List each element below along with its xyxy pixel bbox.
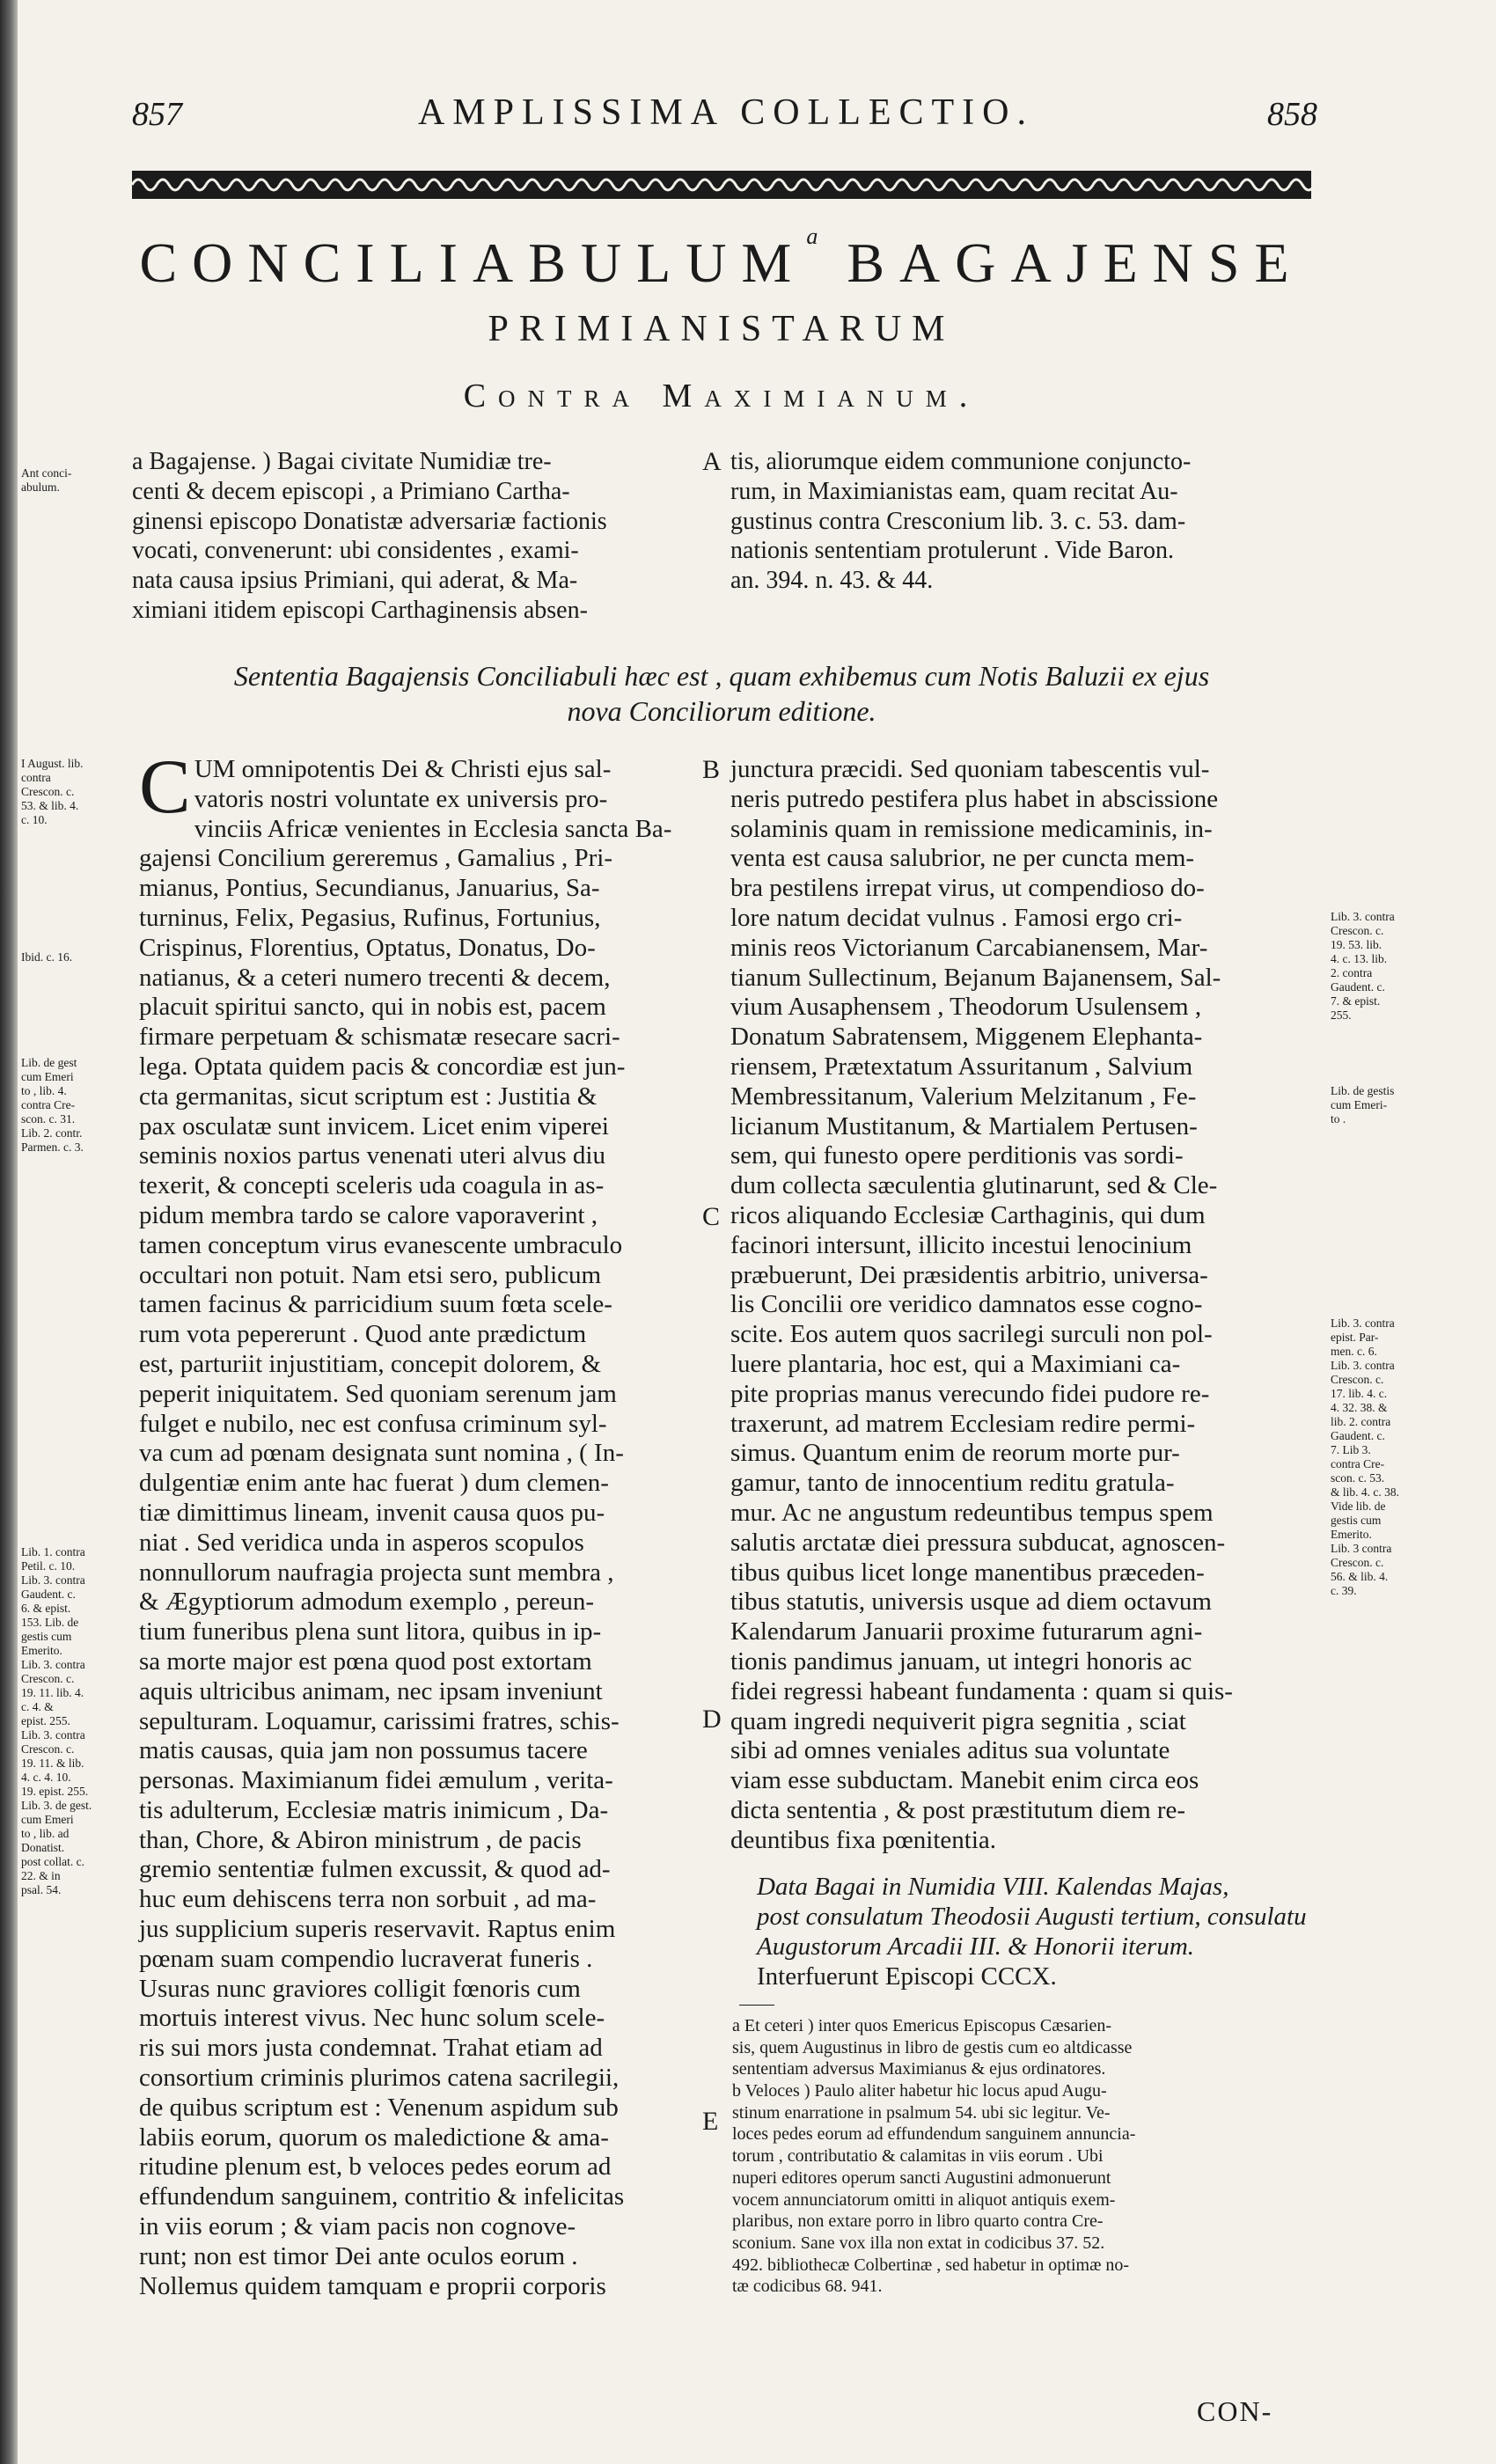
- body-line: mur. Ac ne angustum redeuntibus tempus spem: [730, 1498, 1214, 1527]
- intro-line: nata causa ipsius Primiani, qui aderat, & Ma-: [132, 567, 578, 595]
- body-line: runt; non est timor Dei ante oculos eorum .: [139, 2241, 578, 2270]
- margin-note-line: 56. & lib. 4.: [1331, 1570, 1389, 1583]
- margin-note-line: Crescon. c.: [21, 1672, 75, 1685]
- body-line: Kalendarum Januarii proxime futurarum agni-: [730, 1617, 1203, 1646]
- body-line: tis adulterum, Ecclesiæ matris inimicum , Da-: [139, 1795, 609, 1824]
- body-line: neris putredo pestifera plus habet in abscissione: [730, 784, 1219, 813]
- margin-note-left: [21, 757, 118, 827]
- footnote-line: b Veloces ) Paulo aliter habetur hic locus apud Augu-: [732, 2081, 1107, 2101]
- margin-note-line: epist. 255.: [21, 1714, 70, 1727]
- body-line: venta est causa salubrior, ne per cuncta mem-: [730, 844, 1195, 873]
- body-line: fidei regressi habeant fundamenta : quam si quis-: [730, 1676, 1233, 1705]
- margin-note-line: Crescon. c.: [1331, 1373, 1384, 1386]
- body-line: placuit spiritui sancto, qui in nobis est, pacem: [139, 993, 606, 1022]
- intro-note-left: [132, 447, 704, 626]
- date-line: post consulatum Theodosii Augusti tertium, consulatu: [757, 1902, 1307, 1931]
- margin-note-line: Ant conci-: [21, 466, 72, 480]
- margin-note-line: 22. & in: [21, 1869, 61, 1882]
- body-line: matis causas, quia jam non possumus tacere: [139, 1736, 588, 1765]
- catchword: CON-: [1197, 2395, 1273, 2427]
- footnote-rule: [739, 2005, 774, 2006]
- body-left-column: [139, 744, 702, 2300]
- body-line: niat . Sed veridica unda in asperos scopulos: [139, 1528, 584, 1557]
- body-line: licianum Mustitanum, & Martialem Pertusen-: [730, 1111, 1198, 1140]
- margin-note-line: 4. 32. 38. &: [1331, 1401, 1388, 1414]
- interfuerunt-line: Interfuerunt Episcopi CCCX.: [757, 1962, 1057, 1991]
- margin-note-line: cum Emeri: [21, 1813, 74, 1826]
- body-line: vium Ausaphensem , Theodorum Usulensem ,: [730, 993, 1202, 1022]
- margin-note-line: 19. 53. lib.: [1331, 938, 1382, 951]
- body-line: bra pestilens irrepat virus, ut compendioso do-: [730, 874, 1205, 903]
- margin-note-line: 17. lib. 4. c.: [1331, 1387, 1388, 1400]
- running-head: AMPLISSIMA COLLECTIO.: [417, 92, 1035, 133]
- body-line: tibus quibus licet longe manentibus præceden-: [730, 1558, 1205, 1587]
- body-line: præbuerunt, Dei præsidentis arbitrio, universa-: [730, 1260, 1208, 1289]
- margin-note-right: [1331, 910, 1480, 1023]
- margin-note-line: Gaudent. c.: [21, 1588, 76, 1601]
- body-line: mortuis interest vivus. Nec hunc solum scele-: [139, 2004, 605, 2033]
- body-line: gamur, tanto de innocentium reditu gratula-: [730, 1469, 1175, 1498]
- margin-note-line: Lib. 3 contra: [1331, 1542, 1392, 1555]
- intro-line: gustinus contra Cresconium lib. 3. c. 53. dam-: [730, 507, 1186, 535]
- margin-note-line: Crescon. c.: [21, 785, 75, 798]
- footnote-line: sententiam adversus Maximianus & ejus ordinatores.: [732, 2059, 1106, 2079]
- intro-line: centi & decem episcopi , a Primiano Cartha-: [132, 477, 570, 505]
- intro-line: rum, in Maximianistas eam, quam recitat Au-: [730, 477, 1178, 505]
- body-line: UM omnipotentis Dei & Christi ejus sal-: [194, 755, 612, 783]
- page-number-left: 857: [132, 96, 182, 133]
- margin-note-line: contra: [21, 771, 51, 784]
- body-line: sibi ad omnes veniales aditus sua voluntate: [730, 1736, 1170, 1765]
- body-line: gremio sententiæ fulmen excussit, & quod ad-: [139, 1855, 611, 1884]
- body-line: luere plantaria, hoc est, qui a Maximiani ca-: [730, 1349, 1181, 1378]
- body-line: firmare perpetuam & schismatæ resecare sacri-: [139, 1023, 620, 1052]
- body-line: seminis noxios partus venenati uteri alvus diu: [139, 1141, 605, 1170]
- margin-note-line: Gaudent. c.: [1331, 1429, 1385, 1442]
- margin-note-left: [21, 950, 118, 964]
- margin-note-line: 6. & epist.: [21, 1602, 71, 1615]
- body-line: texerit, & concepti sceleris uda coagula in as-: [139, 1171, 605, 1200]
- body-line: minis reos Victorianum Carcabianensem, Mar-: [730, 933, 1208, 962]
- body-line: dulgentiæ enim ante hac fuerat ) dum clemen-: [139, 1469, 609, 1498]
- footnote-line: sis, quem Augustinus in libro de gestis cum eo altdicasse: [732, 2037, 1133, 2057]
- body-line: va cum ad pœnam designata sunt nomina , ( In-: [139, 1439, 624, 1468]
- body-line: turninus, Felix, Pegasius, Rufinus, Fortunius,: [139, 903, 601, 932]
- body-line: lis Concilii ore veridico damnatos esse cogno-: [730, 1290, 1203, 1319]
- body-line: Membressitanum, Valerium Melzitanum , Fe-: [730, 1082, 1197, 1111]
- intro-line: a Bagajense. ) Bagai civitate Numidiæ tre-: [132, 448, 552, 475]
- section-letter-d: D: [702, 1705, 722, 1734]
- body-line: lore natum decidat vulnus . Famosi ergo cri-: [730, 903, 1183, 932]
- margin-note-line: contra Cre-: [21, 1098, 76, 1111]
- footnote-line: tæ codicibus 68. 941.: [732, 2277, 883, 2297]
- body-line: ris sui mors justa condemnat. Trahat etiam ad: [139, 2034, 603, 2063]
- section-letter-c: C: [702, 1202, 721, 1231]
- margin-note-line: to , lib. 4.: [21, 1084, 67, 1097]
- document-subtitle-2: Contra Maximianum.: [463, 378, 980, 414]
- body-line: tibus statutis, universis usque ad diem octavum: [730, 1588, 1212, 1617]
- intro-line: vocati, convenerunt: ubi considentes , exami-: [132, 537, 579, 565]
- body-line: tium funeribus plena sunt litora, quibus in ip-: [139, 1617, 602, 1646]
- margin-note-line: 4. c. 4. 10.: [21, 1771, 71, 1784]
- margin-note-line: 255.: [1331, 1008, 1352, 1022]
- body-line: nonnullorum naufragia projecta sunt membra ,: [139, 1558, 614, 1587]
- margin-note-line: 19. 11. lib. 4.: [21, 1686, 84, 1699]
- body-line: consortium criminis plurimos catena sacrilegii,: [139, 2064, 620, 2093]
- body-line: ritudine plenum est, b veloces pedes eorum ad: [139, 2152, 612, 2182]
- body-line: huc eum dehiscens terra non sorbuit , ad ma-: [139, 1885, 597, 1914]
- body-line: tianum Sullectinum, Bejanum Bajanensem, Sal-: [730, 963, 1221, 992]
- document-subtitle: PRIMIANISTARUM: [488, 309, 956, 349]
- margin-note-line: Lib. 3. contra: [1331, 1316, 1395, 1330]
- margin-note-line: scon. c. 53.: [1331, 1471, 1385, 1485]
- body-line: fulget e nubilo, nec est confusa criminum syl-: [139, 1409, 607, 1438]
- margin-note-line: Lib. 1. contra: [21, 1545, 85, 1558]
- footnote-line: stinum enarratione in psalmum 54. ubi sic legitur. Ve-: [732, 2102, 1111, 2123]
- date-line: Data Bagai in Numidia VIII. Kalendas Majas,: [757, 1873, 1229, 1901]
- body-line: aquis ultricibus animam, nec ipsam inveniunt: [139, 1676, 603, 1705]
- margin-note-line: 19. epist. 255.: [21, 1785, 89, 1798]
- margin-note-line: lib. 2. contra: [1331, 1415, 1391, 1428]
- body-line: pœnam suam compendio lucraverat funeris .: [139, 1944, 593, 1973]
- margin-note-left: [21, 466, 118, 495]
- body-line: & Ægyptiorum admodum exemplo , pereun-: [139, 1588, 595, 1617]
- body-line: natianus, & a ceteri numero trecenti & decem,: [139, 963, 611, 992]
- body-line: pidum membra tardo se calore vaporaverint ,: [139, 1200, 598, 1229]
- body-line: tamen conceptum virus evanescente umbraculo: [139, 1230, 623, 1259]
- margin-note-line: epist. Par-: [1331, 1331, 1379, 1344]
- margin-note-line: Lib. 2. contr.: [21, 1126, 83, 1140]
- body-line: mianus, Pontius, Secundianus, Januarius, Sa-: [139, 874, 600, 903]
- margin-note-line: 4. c. 13. lib.: [1331, 952, 1388, 965]
- margin-note-line: Crescon. c.: [1331, 1556, 1384, 1569]
- body-line: peperit iniquitatem. Sed quoniam serenum jam: [139, 1379, 617, 1408]
- footnote-line: vocem annunciatorum omitti in aliquot antiquis exem-: [732, 2189, 1116, 2210]
- margin-note-line: Lib. 3. contra: [21, 1573, 85, 1587]
- body-line: gajensi Concilium gereremus , Gamalius , Pri-: [139, 844, 613, 873]
- body-line: Usuras nunc graviores colligit fœnoris cum: [139, 1974, 581, 2003]
- ornament-band: [132, 167, 1311, 202]
- margin-note-line: to , lib. ad: [21, 1827, 70, 1840]
- margin-note-line: c. 39.: [1331, 1584, 1357, 1597]
- body-line: est, parturiit injustitiam, concepit dolorem, &: [139, 1349, 602, 1378]
- body-line: vinciis Africæ venientes in Ecclesia sancta Ba-: [194, 814, 672, 843]
- section-letter-e: E: [702, 2107, 719, 2136]
- intro-line: nationis sententiam protulerunt . Vide Baron.: [730, 537, 1175, 565]
- body-line: de quibus scriptum est : Venenum aspidum sub: [139, 2093, 619, 2122]
- margin-note-line: 153. Lib. de: [21, 1616, 79, 1629]
- margin-note-line: Lib. de gest: [21, 1056, 77, 1069]
- document-title: CONCILIABULUM$^a$ BAGAJENSE: [139, 224, 1304, 294]
- body-line: Crispinus, Florentius, Optatus, Donatus, Do-: [139, 933, 596, 962]
- margin-note-left: [21, 1545, 118, 1897]
- section-letter-b: B: [702, 755, 721, 784]
- body-line: than, Chore, & Abiron ministrum , de pacis: [139, 1825, 582, 1854]
- margin-note-line: Gaudent. c.: [1331, 980, 1385, 994]
- margin-note-line: 53. & lib. 4.: [21, 799, 79, 812]
- body-line: facinori intersunt, illicito incestui lenocinium: [730, 1230, 1192, 1259]
- body-line: tiæ dimittimus lineam, invenit causa quos pu-: [139, 1498, 605, 1527]
- footnote-line: plaribus, non extare porro in libro quarto contra Cre-: [732, 2211, 1104, 2232]
- margin-note-line: c. 4. &: [21, 1700, 54, 1713]
- section-letter-a: A: [702, 447, 722, 476]
- body-line: effundendum sanguinem, contritio & infelicitas: [139, 2182, 625, 2211]
- margin-note-line: Emerito.: [21, 1644, 62, 1657]
- body-line: traxerunt, ad matrem Ecclesiam redire permi-: [730, 1409, 1196, 1438]
- body-line: rum vota pepererunt . Quod ante prædictum: [139, 1320, 587, 1349]
- margin-note-line: Lib. 3. contra: [1331, 910, 1395, 923]
- body-line: vatoris nostri voluntate ex universis pro-: [194, 784, 608, 813]
- body-line: occultari non potuit. Nam etsi sero, publicum: [139, 1260, 602, 1289]
- intro-line: an. 394. n. 43. & 44.: [730, 567, 934, 595]
- body-line: lega. Optata quidem pacis & concordiæ est jun-: [139, 1052, 626, 1081]
- margin-note-line: Petil. c. 10.: [21, 1559, 76, 1573]
- margin-note-line: 7. & epist.: [1331, 994, 1381, 1008]
- footnote-line: loces pedes eorum ad effundendum sanguinem annuncia-: [732, 2124, 1136, 2145]
- margin-note-line: Vide lib. de: [1331, 1500, 1386, 1513]
- body-line: sem, qui funesto opere perditionis vas sordi-: [730, 1141, 1184, 1170]
- body-line: ricos aliquando Ecclesiæ Carthaginis, qui dum: [730, 1200, 1206, 1229]
- body-right-column: [730, 755, 1311, 1855]
- margin-note-line: post collat. c.: [21, 1855, 84, 1868]
- body-line: junctura præcidi. Sed quoniam tabescentis vul-: [730, 755, 1210, 783]
- intro-note-right: [730, 447, 1302, 596]
- footnotes: [732, 2015, 1313, 2298]
- body-line: pax osculatæ sunt invicem. Licet enim viperei: [139, 1111, 609, 1140]
- body-line: solaminis quam in remissione medicaminis, in-: [730, 814, 1213, 843]
- body-line: dicta sententia , & post præstitutum diem re-: [730, 1795, 1186, 1824]
- body-line: dum collecta sæculentia glutinarunt, sed & Cle-: [730, 1171, 1218, 1200]
- body-line: quam ingredi nequiverit pigra segnitia , sciat: [730, 1706, 1186, 1735]
- sententia-heading: Sententia Bagajensis Conciliabuli hæc est , quam exhibemus cum Notis Baluzii ex ejus nova Conciliorum editione.: [233, 660, 1210, 727]
- margin-note-line: 19. 11. & lib.: [21, 1756, 84, 1770]
- body-line: personas. Maximianum fidei æmulum , verita-: [139, 1766, 613, 1795]
- book-gutter-shadow: [0, 0, 18, 2464]
- footnote-line: nuperi editores operum sancti Augustini admonuerunt: [732, 2167, 1111, 2188]
- body-line: salutis arctatæ diei pressura subducat, agnoscen-: [730, 1528, 1226, 1557]
- body-line: sa morte major est pœna quod post extortam: [139, 1646, 592, 1676]
- margin-note-line: Lib. 3. de gest.: [21, 1799, 92, 1812]
- intro-line: tis, aliorumque eidem communione conjuncto-: [730, 448, 1192, 475]
- margin-note-left: [21, 1056, 118, 1155]
- margin-note-line: Emerito.: [1331, 1528, 1372, 1541]
- margin-note-line: Lib. 3. contra: [21, 1658, 85, 1671]
- margin-note-line: Lib. de gestis: [1331, 1084, 1395, 1097]
- margin-note-line: Lib. 3. contra: [21, 1728, 85, 1742]
- body-line: labiis eorum, quorum os maledictione & ama-: [139, 2123, 609, 2152]
- body-line: riensem, Prætextatum Assuritanum , Salvium: [730, 1052, 1193, 1081]
- title-note-mark: a: [806, 224, 818, 249]
- margin-note-line: men. c. 6.: [1331, 1345, 1377, 1358]
- margin-note-line: Donatist.: [21, 1841, 65, 1854]
- margin-note-line: 7. Lib 3.: [1331, 1443, 1371, 1456]
- footnote-line: a Et ceteri ) inter quos Emericus Episcopus Cæsarien-: [732, 2016, 1111, 2035]
- margin-note-line: cum Emeri-: [1331, 1098, 1388, 1111]
- margin-note-line: Crescon. c.: [1331, 924, 1384, 937]
- margin-note-line: gestis cum: [21, 1630, 72, 1643]
- drop-cap: C: [139, 744, 191, 830]
- body-line: deuntibus fixa pœnitentia.: [730, 1825, 997, 1854]
- margin-note-line: psal. 54.: [21, 1883, 62, 1896]
- body-line: sepulturam. Loquamur, carissimi fratres, schis-: [139, 1706, 620, 1735]
- margin-note-line: & lib. 4. c. 38.: [1331, 1485, 1399, 1499]
- footnote-line: sconium. Sane vox illa non extat in codicibus 37. 52.: [732, 2233, 1105, 2253]
- body-line: cta germanitas, sicut scriptum est : Justitia &: [139, 1082, 598, 1111]
- margin-note-line: c. 10.: [21, 813, 48, 826]
- footnote-line: 492. bibliothecæ Colbertinæ , sed habetur in optimæ no-: [732, 2255, 1130, 2275]
- margin-note-line: gestis cum: [1331, 1514, 1382, 1527]
- body-line: jus supplicium superis reservavit. Raptus enim: [139, 1915, 616, 1944]
- margin-note-line: Crescon. c.: [21, 1742, 75, 1756]
- date-lines: [757, 1873, 1320, 1962]
- margin-note-line: contra Cre-: [1331, 1457, 1385, 1470]
- margin-note-line: abulum.: [21, 480, 60, 494]
- body-line: Donatum Sabratensem, Miggenem Elephanta-: [730, 1023, 1203, 1052]
- margin-note-line: Ibid. c. 16.: [21, 950, 73, 964]
- body-line: viam esse subductam. Manebit enim circa eos: [730, 1766, 1199, 1795]
- margin-note-line: cum Emeri: [21, 1070, 74, 1083]
- body-line: tamen facinus & parricidium suum fœta scele-: [139, 1290, 612, 1319]
- body-line: simus. Quantum enim de reorum morte pur-: [730, 1439, 1180, 1468]
- intro-line: ginensi episcopo Donatistæ adversariæ factionis: [132, 507, 607, 535]
- body-line: Nollemus quidem tamquam e proprii corporis: [139, 2271, 606, 2300]
- body-line: scite. Eos autem quos sacrilegi surculi non pol-: [730, 1320, 1213, 1349]
- body-line: in viis eorum ; & viam pacis non cognove-: [139, 2212, 576, 2241]
- margin-note-line: 2. contra: [1331, 966, 1373, 979]
- margin-note-right: [1331, 1084, 1480, 1126]
- margin-note-line: Lib. 3. contra: [1331, 1359, 1395, 1372]
- margin-note-line: I August. lib.: [21, 757, 84, 770]
- body-line: pite proprias manus verecundo fidei pudore re-: [730, 1379, 1210, 1408]
- date-line: Augustorum Arcadii III. & Honorii iterum.: [757, 1932, 1195, 1961]
- page-number-right: 858: [1267, 96, 1317, 133]
- footnote-line: torum , contributatio & calamitas in viis eorum . Ubi: [732, 2146, 1104, 2167]
- margin-note-line: to .: [1331, 1112, 1346, 1126]
- margin-note-line: scon. c. 31.: [21, 1112, 76, 1126]
- margin-note-right: [1331, 1316, 1480, 1598]
- intro-line: ximiani itidem episcopi Carthaginensis absen-: [132, 596, 588, 624]
- margin-note-line: Parmen. c. 3.: [21, 1140, 84, 1154]
- body-line: tionis pandimus januam, ut integri honoris ac: [730, 1646, 1192, 1676]
